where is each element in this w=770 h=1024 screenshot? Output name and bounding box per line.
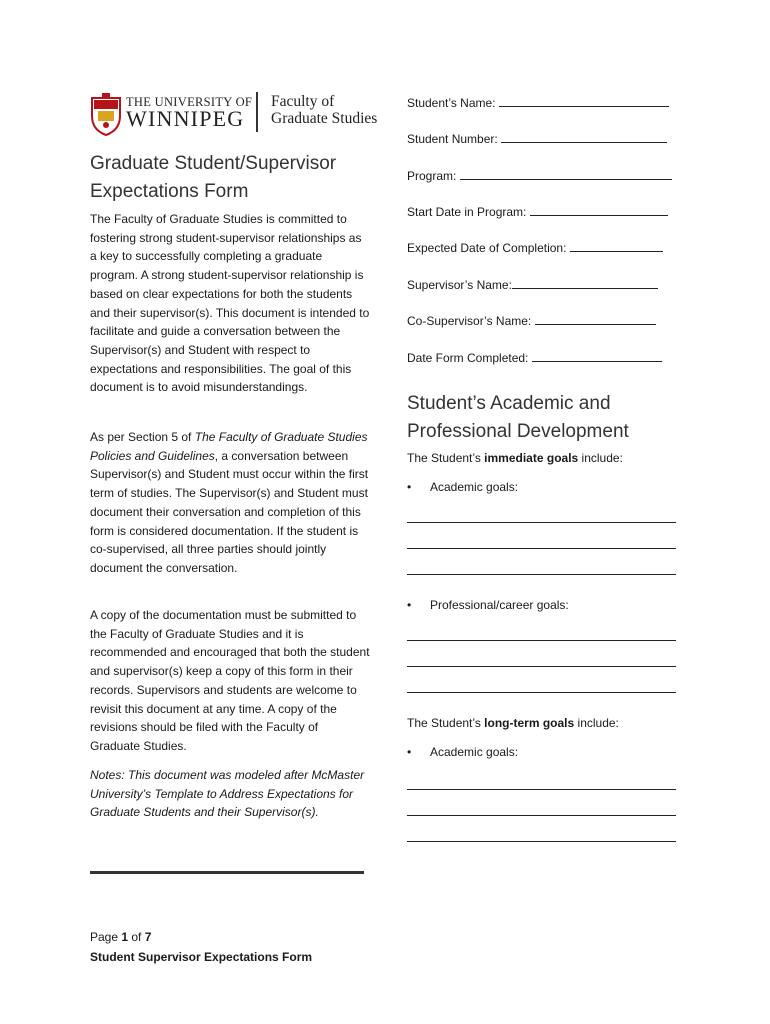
- immediate-academic-goals: [407, 480, 518, 494]
- supervisor-name-label: Supervisor’s Name:: [407, 278, 512, 292]
- expected-completion-field[interactable]: [407, 240, 663, 255]
- notes-paragraph: Notes: This document was modeled after McMaster University’s Template to Address Expectations for Graduate Students and their Supervisor(s).: [90, 768, 365, 820]
- student-number-input-line[interactable]: [501, 131, 667, 143]
- supervisor-name-input-line[interactable]: [512, 277, 658, 289]
- co-supervisor-name-field[interactable]: [407, 313, 656, 328]
- logo-divider: [256, 92, 258, 132]
- longterm-prefix: The Student’s: [407, 716, 485, 730]
- page-prefix: Page: [90, 930, 122, 944]
- answer-line[interactable]: [407, 815, 676, 816]
- immediate-professional-label: Professional/career goals:: [430, 598, 569, 612]
- supervisor-name-field[interactable]: [407, 277, 658, 292]
- answer-line[interactable]: [407, 666, 676, 667]
- intro-paragraph: The Faculty of Graduate Studies is committed to fostering strong student-supervisor relationships as a key to successfully completing a graduate program. A strong student-supervisor relationship is based on clear expectations for both the students and their supervisor(s). This document is intended to facilitate and guide a conversation between the Supervisor(s) and Student with respect to expectations and responsibilities. The goal of this document is to avoid misunderstandings.: [90, 212, 370, 395]
- student-name-label: Student’s Name:: [407, 96, 496, 110]
- longterm-suffix: include:: [574, 716, 619, 730]
- faculty-line-2: Graduate Studies: [271, 110, 378, 127]
- answer-line[interactable]: [407, 789, 676, 790]
- longterm-academic-label: Academic goals:: [430, 745, 519, 759]
- university-name-small: THE UNIVERSITY OF: [126, 95, 253, 109]
- section5-paragraph: [90, 428, 370, 578]
- faculty-line-1: Faculty of: [271, 93, 335, 110]
- co-supervisor-name-input-line[interactable]: [535, 313, 656, 325]
- bullet-icon: •: [407, 745, 412, 759]
- page-of: of: [128, 930, 145, 944]
- answer-line[interactable]: [407, 574, 676, 575]
- date-completed-field[interactable]: [407, 350, 662, 365]
- co-supervisor-name-label: Co-Supervisor’s Name:: [407, 314, 532, 328]
- answer-line[interactable]: [407, 548, 676, 549]
- answer-line[interactable]: [407, 841, 676, 842]
- faculty-name: [271, 93, 377, 127]
- footer-divider: [90, 871, 364, 874]
- longterm-bold: long-term goals: [484, 716, 575, 730]
- program-label: Program:: [407, 169, 457, 183]
- policies-title: The Faculty of Graduate Studies Policies and Guidelines: [90, 430, 368, 463]
- copy-paragraph: A copy of the documentation must be submitted to the Faculty of Graduate Studies and it is recommended and encouraged that both the student and supervisor(s) keep a copy of this form in their records. Supervisors and students are welcome to revisit this document at any time. A copy of the revisions should be filed with the Faculty of Graduate Studies.: [90, 608, 370, 753]
- section5-before: As per Section 5 of: [90, 430, 195, 444]
- immediate-prefix: The Student’s: [407, 451, 485, 465]
- expected-completion-label: Expected Date of Completion:: [407, 241, 567, 255]
- start-date-input-line[interactable]: [530, 204, 668, 216]
- bullet-icon: •: [407, 480, 412, 494]
- immediate-goals-intro: [407, 451, 623, 465]
- answer-line[interactable]: [407, 640, 676, 641]
- page-number: [90, 930, 151, 944]
- answer-line[interactable]: [407, 522, 676, 523]
- program-input-line[interactable]: [460, 168, 672, 180]
- longterm-academic-goals: [407, 745, 518, 759]
- section-heading: Student’s Academic and Professional Development: [407, 393, 629, 442]
- student-name-input-line[interactable]: [499, 95, 669, 107]
- date-completed-input-line[interactable]: [532, 350, 662, 362]
- bullet-icon: •: [407, 598, 412, 612]
- immediate-academic-label: Academic goals:: [430, 480, 519, 494]
- student-number-label: Student Number:: [407, 132, 498, 146]
- page-total: 7: [144, 930, 152, 944]
- page-current: 1: [121, 930, 129, 944]
- immediate-suffix: include:: [578, 451, 623, 465]
- expected-completion-input-line[interactable]: [570, 240, 663, 252]
- longterm-goals-intro: [407, 716, 619, 730]
- university-logo: [90, 92, 390, 140]
- university-name: WINNIPEG: [126, 106, 245, 131]
- start-date-label: Start Date in Program:: [407, 205, 527, 219]
- footer-form-title: Student Supervisor Expectations Form: [90, 950, 313, 964]
- student-name-field[interactable]: [407, 95, 669, 110]
- program-field[interactable]: [407, 168, 672, 183]
- university-crest-icon: [90, 92, 122, 136]
- immediate-professional-goals: [407, 598, 569, 612]
- student-number-field[interactable]: [407, 131, 667, 146]
- answer-line[interactable]: [407, 692, 676, 693]
- page-title: Graduate Student/Supervisor Expectations Form: [90, 153, 337, 202]
- section5-after: , a conversation between Supervisor(s) and Student must occur within the first term of studies. The Supervisor(s) and Student must document their conversation and completion of this form is considered documentation. If the student is co-supervised, all three parties should jointly document the conversation.: [90, 448, 369, 575]
- date-completed-label: Date Form Completed:: [407, 351, 529, 365]
- start-date-field[interactable]: [407, 204, 668, 219]
- immediate-bold: immediate goals: [484, 451, 579, 465]
